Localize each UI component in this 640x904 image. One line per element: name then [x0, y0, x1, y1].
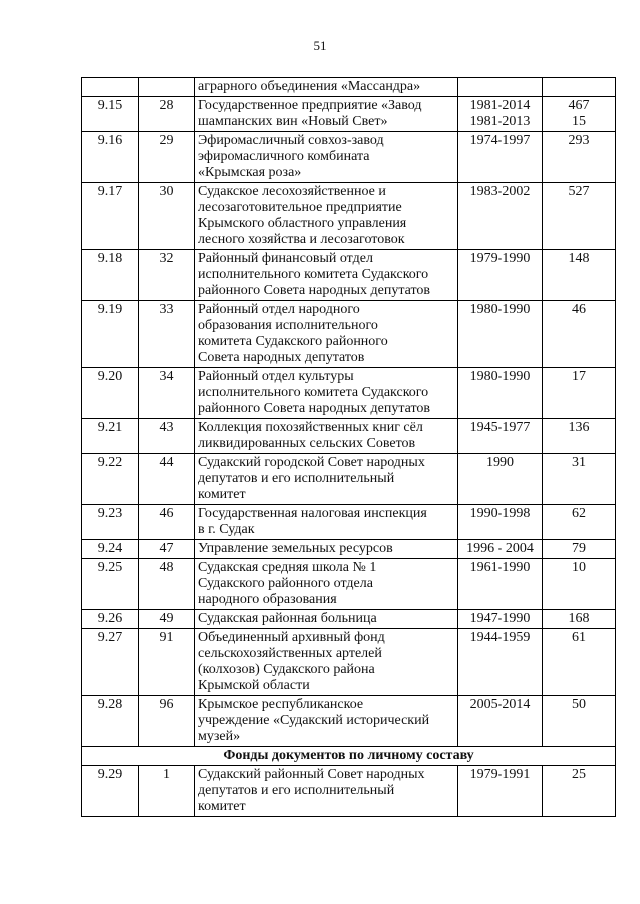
fund-name	[195, 766, 458, 817]
table-row	[82, 132, 616, 183]
cell-line: 1981-2013	[469, 114, 531, 129]
cell-line: 1974-1997	[469, 133, 531, 148]
cell-line: Районный отдел культуры	[198, 369, 354, 384]
fund-number: 91	[139, 629, 195, 696]
cell-line: 15	[572, 114, 586, 129]
fund-name	[195, 505, 458, 540]
years	[458, 454, 543, 505]
item-number: 9.29	[82, 766, 139, 817]
item-number: 9.27	[82, 629, 139, 696]
cell-line: 467	[568, 98, 590, 113]
cell-line: «Крымская роза»	[198, 165, 302, 180]
table-body	[82, 78, 616, 817]
fund-number: 44	[139, 454, 195, 505]
fund-name	[195, 629, 458, 696]
cell-line: 136	[568, 420, 590, 435]
cell-line: комитета Судакского районного	[198, 334, 388, 349]
table-row	[82, 540, 616, 559]
cell-line: Совета народных депутатов	[198, 350, 365, 365]
fund-number: 49	[139, 610, 195, 629]
cell-line: 25	[572, 767, 586, 782]
table-row	[82, 97, 616, 132]
cell-line: 1944-1959	[469, 630, 531, 645]
item-number: 9.21	[82, 419, 139, 454]
cell-line: 148	[568, 251, 590, 266]
item-number: 9.17	[82, 183, 139, 250]
cell-line: Крымского областного управления	[198, 216, 407, 231]
cell-line: аграрного объединения «Массандра»	[198, 79, 421, 94]
cell-line: Управление земельных ресурсов	[198, 541, 393, 556]
storage-units	[543, 696, 616, 747]
cell-line: 17	[572, 369, 586, 384]
cell-line: 1980-1990	[469, 302, 531, 317]
item-number: 9.18	[82, 250, 139, 301]
cell-line: в г. Судак	[198, 522, 255, 537]
cell-line: Эфиромасличный совхоз-завод	[198, 133, 384, 148]
fund-name	[195, 250, 458, 301]
item-number: 9.19	[82, 301, 139, 368]
years	[458, 629, 543, 696]
section-header-row	[82, 747, 616, 766]
fund-name	[195, 132, 458, 183]
fund-number: 47	[139, 540, 195, 559]
table-row	[82, 766, 616, 817]
table-row	[82, 183, 616, 250]
archive-funds-table	[81, 77, 616, 817]
storage-units	[543, 301, 616, 368]
cell-line: лесозаготовительное предприятие	[198, 200, 402, 215]
storage-units	[543, 610, 616, 629]
cell-line: 62	[572, 506, 586, 521]
years	[458, 368, 543, 419]
cell-line: 1980-1990	[469, 369, 531, 384]
table-row	[82, 301, 616, 368]
cell-line: 527	[568, 184, 590, 199]
years	[458, 540, 543, 559]
section-title: Фонды документов по личному составу	[82, 747, 616, 766]
cell-line: районного Совета народных депутатов	[198, 283, 431, 298]
cell-line: 1979-1990	[469, 251, 531, 266]
fund-number: 43	[139, 419, 195, 454]
table-row	[82, 454, 616, 505]
cell-line: Районный финансовый отдел	[198, 251, 373, 266]
storage-units	[543, 97, 616, 132]
years	[458, 132, 543, 183]
storage-units	[543, 454, 616, 505]
years	[458, 505, 543, 540]
cell-line: Судакский районный Совет народных	[198, 767, 425, 782]
table-row	[82, 629, 616, 696]
fund-name	[195, 696, 458, 747]
table-row	[82, 610, 616, 629]
cell-line: комитет	[198, 799, 246, 814]
table-row	[82, 250, 616, 301]
cell-line: Судакская средняя школа № 1	[198, 560, 377, 575]
item-number: 9.20	[82, 368, 139, 419]
fund-number: 28	[139, 97, 195, 132]
cell-line: образования исполнительного	[198, 318, 378, 333]
cell-line: 46	[572, 302, 586, 317]
cell-line: ликвидированных сельских Советов	[198, 436, 416, 451]
years	[458, 610, 543, 629]
cell-line: 50	[572, 697, 586, 712]
cell-line: Крымское республиканское	[198, 697, 364, 712]
cell-line: 1996 - 2004	[466, 541, 534, 556]
cell-line: 31	[572, 455, 586, 470]
table-row	[82, 368, 616, 419]
cell-line: эфиромасличного комбината	[198, 149, 370, 164]
cell-line: 1961-1990	[469, 560, 531, 575]
years	[458, 78, 543, 97]
cell-line: 10	[572, 560, 586, 575]
storage-units	[543, 250, 616, 301]
fund-number: 34	[139, 368, 195, 419]
table-row	[82, 419, 616, 454]
storage-units	[543, 540, 616, 559]
cell-line: Государственное предприятие «Завод	[198, 98, 422, 113]
cell-line: 61	[572, 630, 586, 645]
fund-name	[195, 540, 458, 559]
years	[458, 766, 543, 817]
storage-units	[543, 559, 616, 610]
table-row	[82, 78, 616, 97]
cell-line: 1947-1990	[469, 611, 531, 626]
item-number: 9.26	[82, 610, 139, 629]
cell-line: депутатов и его исполнительный	[198, 783, 395, 798]
item-number: 9.25	[82, 559, 139, 610]
cell-line: музей»	[198, 729, 241, 744]
years	[458, 301, 543, 368]
fund-number: 96	[139, 696, 195, 747]
years	[458, 250, 543, 301]
fund-name	[195, 454, 458, 505]
fund-name	[195, 610, 458, 629]
cell-line: народного образования	[198, 592, 337, 607]
cell-line: 1990-1998	[469, 506, 531, 521]
years	[458, 97, 543, 132]
fund-name	[195, 97, 458, 132]
fund-name	[195, 368, 458, 419]
table-row	[82, 559, 616, 610]
cell-line: комитет	[198, 487, 246, 502]
cell-line: 79	[572, 541, 586, 556]
fund-number	[139, 78, 195, 97]
cell-line: лесного хозяйства и лесозаготовок	[198, 232, 405, 247]
years	[458, 696, 543, 747]
item-number: 9.23	[82, 505, 139, 540]
cell-line: 1983-2002	[469, 184, 531, 199]
item-number	[82, 78, 139, 97]
cell-line: Районный отдел народного	[198, 302, 360, 317]
item-number: 9.24	[82, 540, 139, 559]
fund-number: 30	[139, 183, 195, 250]
cell-line: 1979-1991	[469, 767, 531, 782]
fund-number: 48	[139, 559, 195, 610]
storage-units	[543, 183, 616, 250]
years	[458, 559, 543, 610]
cell-line: Коллекция похозяйственных книг сёл	[198, 420, 423, 435]
cell-line: (колхозов) Судакского района	[198, 662, 375, 677]
years	[458, 419, 543, 454]
storage-units	[543, 368, 616, 419]
fund-name	[195, 559, 458, 610]
item-number: 9.22	[82, 454, 139, 505]
fund-name	[195, 78, 458, 97]
item-number: 9.28	[82, 696, 139, 747]
item-number: 9.16	[82, 132, 139, 183]
fund-name	[195, 419, 458, 454]
cell-line: Крымской области	[198, 678, 310, 693]
cell-line: Судакского районного отдела	[198, 576, 373, 591]
cell-line: районного Совета народных депутатов	[198, 401, 431, 416]
years	[458, 183, 543, 250]
fund-number: 46	[139, 505, 195, 540]
fund-number: 33	[139, 301, 195, 368]
cell-line: Объединенный архивный фонд	[198, 630, 385, 645]
cell-line: депутатов и его исполнительный	[198, 471, 395, 486]
cell-line: Судакская районная больница	[198, 611, 377, 626]
cell-line: 2005-2014	[469, 697, 531, 712]
storage-units	[543, 629, 616, 696]
cell-line: 1945-1977	[469, 420, 531, 435]
cell-line: учреждение «Судакский исторический	[198, 713, 430, 728]
fund-number: 1	[139, 766, 195, 817]
storage-units	[543, 505, 616, 540]
cell-line: шампанских вин «Новый Свет»	[198, 114, 388, 129]
storage-units	[543, 132, 616, 183]
cell-line: исполнительного комитета Судакского	[198, 385, 429, 400]
cell-line: 168	[568, 611, 590, 626]
table-row	[82, 505, 616, 540]
storage-units	[543, 78, 616, 97]
cell-line: Государственная налоговая инспекция	[198, 506, 427, 521]
fund-name	[195, 301, 458, 368]
storage-units	[543, 419, 616, 454]
cell-line: 1990	[486, 455, 514, 470]
cell-line: 293	[568, 133, 590, 148]
fund-number: 32	[139, 250, 195, 301]
fund-name	[195, 183, 458, 250]
cell-line: Судакское лесохозяйственное и	[198, 184, 386, 199]
fund-number: 29	[139, 132, 195, 183]
cell-line: Судакский городской Совет народных	[198, 455, 425, 470]
item-number: 9.15	[82, 97, 139, 132]
cell-line: исполнительного комитета Судакского	[198, 267, 429, 282]
cell-line: 1981-2014	[469, 98, 531, 113]
storage-units	[543, 766, 616, 817]
cell-line: сельскохозяйственных артелей	[198, 646, 382, 661]
page-number: 51	[313, 38, 327, 53]
table-row	[82, 696, 616, 747]
